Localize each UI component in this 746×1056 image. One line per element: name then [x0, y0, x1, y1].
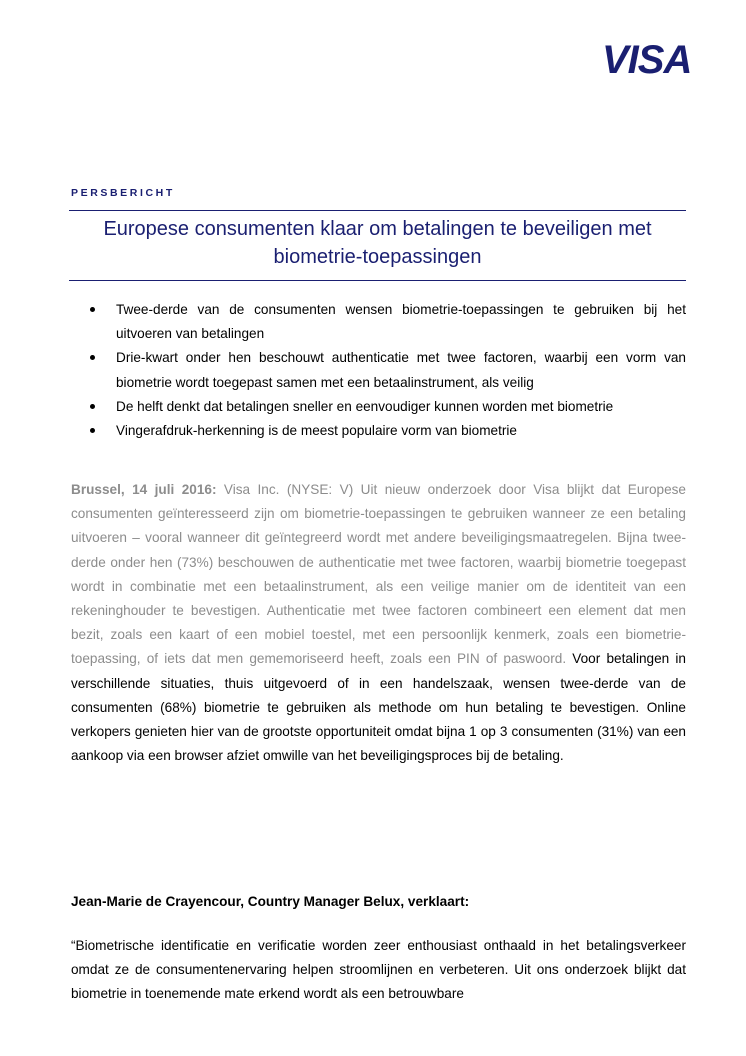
body-text-grey: Visa Inc. (NYSE: V) Uit nieuw onderzoek door Visa blijkt dat Europese consumenten geïnteresseerd zijn om biometrie-toepassingen te gebruiken wanneer ze een betaling uitvoeren – vooral wanneer dit geïntegreerd wordt met andere beveiligingsmaatregelen. Bijna twee-derde onder hen (73%) beschouwen de authenticatie met twee factoren, waarbij biometrie toegepast wordt in combinatie met een betaalinstrument, als een veilige manier om de identiteit van een rekeninghouder te bevestigen. Authenticatie met twee factoren combineert een element dat men bezit, zoals een kaart of een mobiel toestel, met een persoonlijk kenmerk, zoals een biometrie-toepassing, of iets dat men gememoriseerd heeft, zoals een PIN of paswoord.: [71, 482, 686, 667]
body-text-black: Voor betalingen in verschillende situaties, thuis uitgevoerd of in een handelszaak, wensen twee-derde van de consumenten (68%) biometrie te gebruiken als methode om hun betaling te bevestigen. Online verkopers genieten hier van de grootste opportuniteit omdat bijna 1 op 3 consumenten (31%) van een aankoop via een browser afziet omwille van het beveiligingsproces bij de betaling.: [71, 651, 686, 764]
body-paragraph: [71, 478, 686, 768]
list-item: De helft denkt dat betalingen sneller en eenvoudiger kunnen worden met biometrie: [90, 395, 686, 419]
visa-logo: VISA: [602, 38, 692, 82]
document-kicker: PERSBERICHT: [71, 187, 175, 199]
page-title: Europese consumenten klaar om betalingen te beveiligen met biometrie-toepassingen: [103, 218, 652, 268]
headline-bottom-rule: [69, 280, 686, 281]
list-item: Drie-kwart onder hen beschouwt authenticatie met twee factoren, waarbij een vorm van biometrie wordt toegepast samen met een betaalinstrument, als veilig: [90, 346, 686, 394]
speaker-heading: Jean-Marie de Crayencour, Country Manager Belux, verklaart:: [71, 894, 470, 909]
quote-paragraph: “Biometrische identificatie en verificatie worden zeer enthousiast onthaald in het betalingsverkeer omdat ze de consumentenervaring helpen stroomlijnen en verbeteren. Uit ons onderzoek blijkt dat biometrie in toenemende mate erkend wordt als een betrouwbare: [71, 938, 686, 1002]
list-item: Twee-derde van de consumenten wensen biometrie-toepassingen te gebruiken bij het uitvoeren van betalingen: [90, 298, 686, 346]
headline-top-rule: [69, 210, 686, 211]
list-item: Vingerafdruk-herkenning is de meest populaire vorm van biometrie: [90, 419, 686, 443]
key-points-list: [90, 298, 686, 443]
dateline: Brussel, 14 juli 2016:: [71, 482, 217, 497]
